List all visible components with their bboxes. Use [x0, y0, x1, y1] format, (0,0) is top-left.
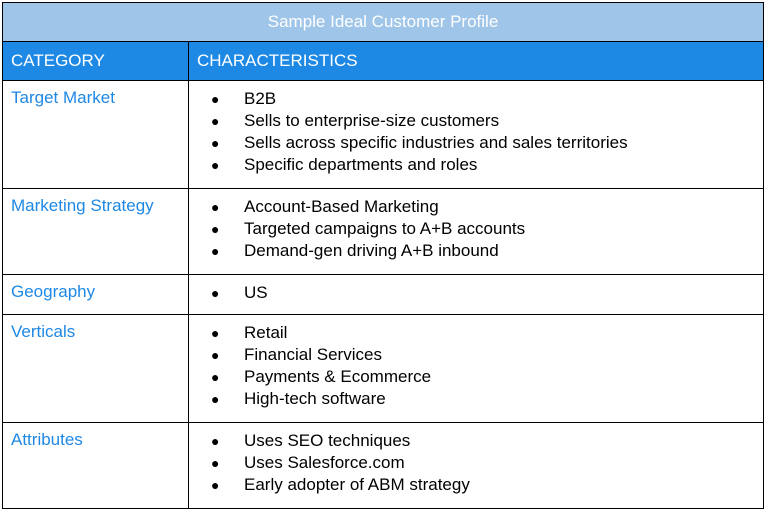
list-item-text: Financial Services — [244, 345, 382, 364]
list-item-text: Sells across specific industries and sales territories — [244, 133, 628, 152]
category-cell: Attributes — [3, 423, 189, 509]
characteristics-cell — [189, 275, 764, 315]
list-item-text: Payments & Ecommerce — [244, 367, 432, 386]
list-item — [189, 474, 763, 496]
list-item — [189, 430, 763, 452]
characteristics-list — [189, 88, 763, 176]
list-item-text: US — [244, 283, 268, 302]
list-item — [189, 196, 763, 218]
list-item-text: High-tech software — [244, 389, 386, 408]
title-row — [3, 3, 764, 42]
bullet-icon: ● — [211, 477, 220, 493]
category-cell: Marketing Strategy — [3, 189, 189, 275]
list-item-text: Uses Salesforce.com — [244, 453, 405, 472]
characteristics-cell — [189, 81, 764, 189]
characteristics-header: CHARACTERISTICS — [189, 42, 764, 81]
list-item-text: Sells to enterprise-size customers — [244, 111, 500, 130]
list-item — [189, 282, 763, 304]
list-item — [189, 344, 763, 366]
list-item-text: B2B — [244, 89, 277, 108]
bullet-icon: ● — [211, 433, 220, 449]
characteristics-list — [189, 282, 763, 304]
table-row — [3, 81, 764, 189]
list-item-text: Account-Based Marketing — [244, 197, 439, 216]
category-cell: Target Market — [3, 81, 189, 189]
characteristics-list — [189, 322, 763, 410]
bullet-icon: ● — [211, 285, 220, 301]
table-row — [3, 315, 764, 423]
list-item — [189, 240, 763, 262]
list-item — [189, 366, 763, 388]
list-item-text: Targeted campaigns to A+B accounts — [244, 219, 526, 238]
characteristics-list — [189, 196, 763, 262]
bullet-icon: ● — [211, 455, 220, 471]
list-item — [189, 322, 763, 344]
category-cell: Verticals — [3, 315, 189, 423]
table-row — [3, 275, 764, 315]
characteristics-cell — [189, 315, 764, 423]
bullet-icon: ● — [211, 157, 220, 173]
bullet-icon: ● — [211, 91, 220, 107]
list-item — [189, 388, 763, 410]
list-item-text: Demand-gen driving A+B inbound — [244, 241, 499, 260]
characteristics-cell — [189, 189, 764, 275]
table-row — [3, 189, 764, 275]
list-item-text: Specific departments and roles — [244, 155, 478, 174]
list-item — [189, 132, 763, 154]
bullet-icon: ● — [211, 113, 220, 129]
bullet-icon: ● — [211, 325, 220, 341]
category-header: CATEGORY — [3, 42, 189, 81]
list-item — [189, 110, 763, 132]
list-item-text: Early adopter of ABM strategy — [244, 475, 470, 494]
bullet-icon: ● — [211, 199, 220, 215]
table-title: Sample Ideal Customer Profile — [3, 3, 764, 42]
table-row — [3, 423, 764, 509]
header-row — [3, 42, 764, 81]
bullet-icon: ● — [211, 135, 220, 151]
bullet-icon: ● — [211, 369, 220, 385]
bullet-icon: ● — [211, 243, 220, 259]
list-item-text: Retail — [244, 323, 288, 342]
list-item — [189, 88, 763, 110]
list-item-text: Uses SEO techniques — [244, 431, 411, 450]
characteristics-list — [189, 430, 763, 496]
bullet-icon: ● — [211, 221, 220, 237]
characteristics-cell — [189, 423, 764, 509]
bullet-icon: ● — [211, 391, 220, 407]
bullet-icon: ● — [211, 347, 220, 363]
list-item — [189, 218, 763, 240]
list-item — [189, 154, 763, 176]
category-cell: Geography — [3, 275, 189, 315]
list-item — [189, 452, 763, 474]
icp-table — [2, 2, 764, 509]
